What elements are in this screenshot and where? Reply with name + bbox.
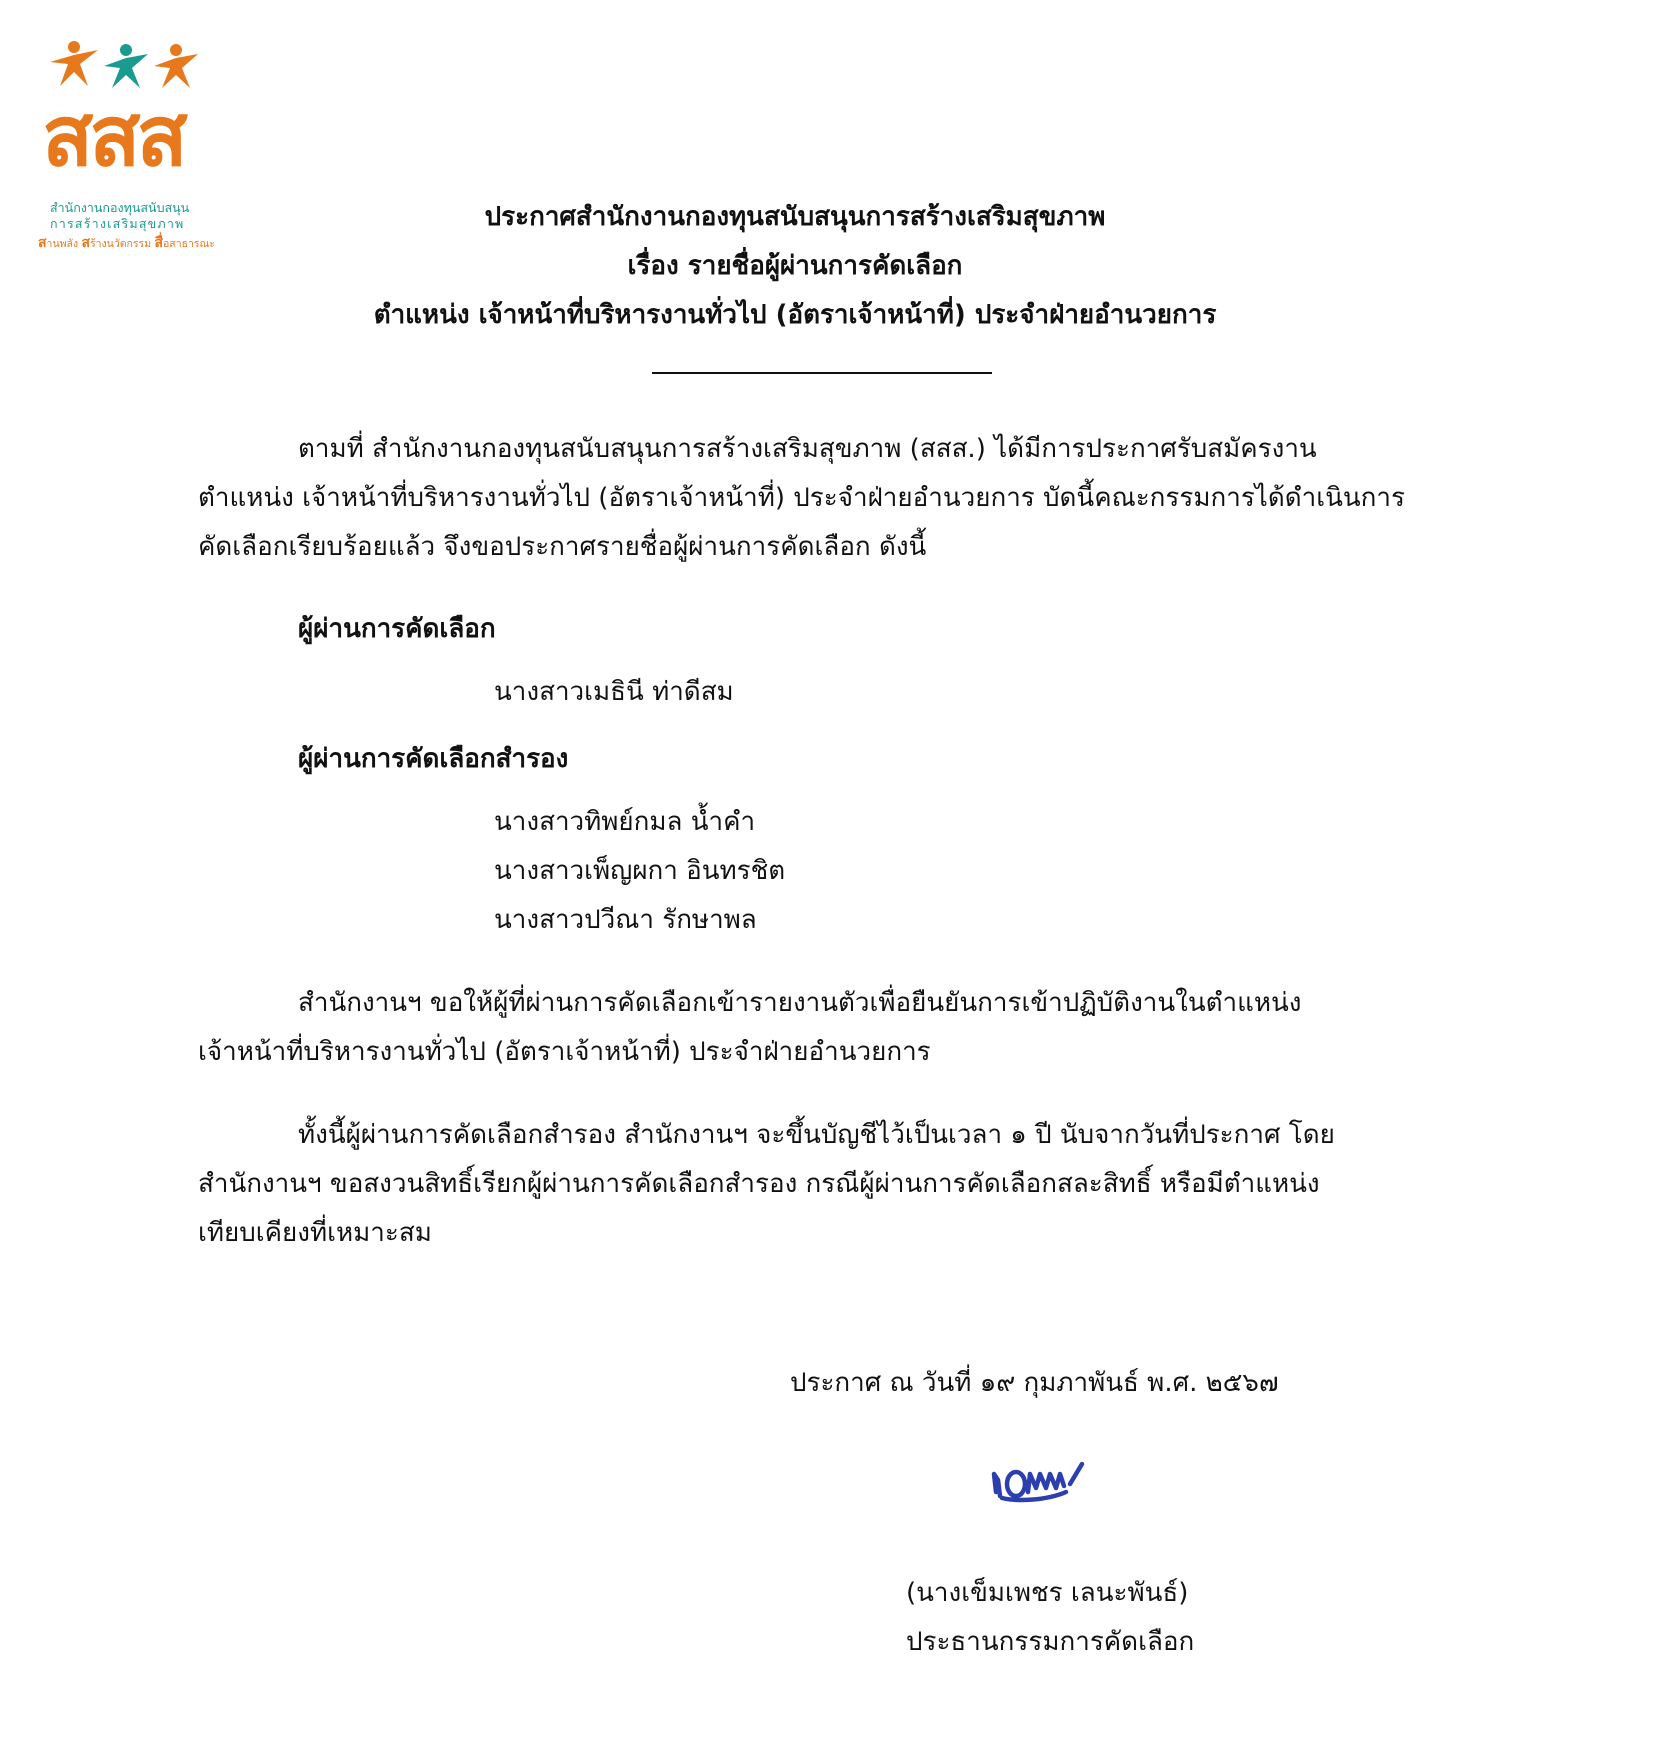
tagline-text-2: ร้างนวัตกรรม	[90, 238, 155, 250]
logo-org-line1: สำนักงานกองทุนสนับสนุน	[50, 200, 190, 215]
reserve-name: นางสาวทิพย์กมล น้ำคำ	[494, 807, 756, 837]
announcement-date: ประกาศ ณ วันที่ ๑๙ กุมภาพันธ์ พ.ศ. ๒๕๖๗	[790, 1368, 1279, 1398]
selected-name: นางสาวเมธินี ท่าดีสม	[494, 677, 734, 707]
tagline-mark-2: ส	[81, 235, 90, 251]
logo-mark: สสส	[42, 87, 184, 185]
para2-line-1: สำนักงานฯ ขอให้ผู้ที่ผ่านการคัดเลือกเข้ารายงานตัวเพื่อยืนยันการเข้าปฏิบัติงานในตำแหน่ง	[298, 988, 1302, 1018]
tagline-text-3: อสาธารณะ	[163, 238, 215, 250]
intro-line-1: ตามที่ สำนักงานกองทุนสนับสนุนการสร้างเสริมสุขภาพ (สสส.) ได้มีการประกาศรับสมัครงาน	[298, 434, 1317, 464]
signer-name: (นางเข็มเพชร เลนะพันธ์)	[906, 1578, 1189, 1608]
reserve-name: นางสาวเพ็ญผกา อินทรชิต	[494, 856, 786, 886]
people-figures-icon	[44, 40, 214, 90]
reserve-name: นางสาวปวีณา รักษาพล	[494, 905, 757, 935]
heading-line-1: ประกาศสำนักงานกองทุนสนับสนุนการสร้างเสริมสุขภาพ	[484, 202, 1106, 232]
para3-line-3: เทียบเคียงที่เหมาะสม	[198, 1218, 432, 1248]
intro-line-3: คัดเลือกเรียบร้อยแล้ว จึงขอประกาศรายชื่อผู้ผ่านการคัดเลือก ดังนี้	[198, 532, 927, 562]
intro-line-2: ตำแหน่ง เจ้าหน้าที่บริหารงานทั่วไป (อัตราเจ้าหน้าที่) ประจำฝ่ายอำนวยการ บัดนี้คณะกรรมการได้ดำเนินการ	[198, 483, 1405, 513]
para3-line-2: สำนักงานฯ ขอสงวนสิทธิ์เรียกผู้ผ่านการคัดเลือกสำรอง กรณีผู้ผ่านการคัดเลือกสละสิทธิ์ หรือมีตำแหน่ง	[198, 1169, 1320, 1199]
selected-title: ผู้ผ่านการคัดเลือก	[298, 614, 496, 644]
signer-position: ประธานกรรมการคัดเลือก	[906, 1627, 1195, 1657]
heading-line-3: ตำแหน่ง เจ้าหน้าที่บริหารงานทั่วไป (อัตราเจ้าหน้าที่) ประจำฝ่ายอำนวยการ	[373, 300, 1217, 330]
tagline-mark-3: สื่	[154, 235, 163, 251]
para2-line-2: เจ้าหน้าที่บริหารงานทั่วไป (อัตราเจ้าหน้าที่) ประจำฝ่ายอำนวยการ	[198, 1037, 931, 1067]
logo-org-line2: การสร้างเสริมสุขภาพ	[50, 216, 185, 231]
reserve-title: ผู้ผ่านการคัดเลือกสำรอง	[298, 744, 569, 774]
para3-line-1: ทั้งนี้ผู้ผ่านการคัดเลือกสำรอง สำนักงานฯ จะขึ้นบัญชีไว้เป็นเวลา ๑ ปี นับจากวันที่ประกาศ โดย	[298, 1120, 1335, 1150]
heading-line-2: เรื่อง รายชื่อผู้ผ่านการคัดเลือก	[627, 251, 963, 281]
signature-icon	[988, 1452, 1098, 1512]
tagline-text-1: านพลัง	[46, 238, 82, 250]
tagline-mark-1: ส	[38, 235, 47, 251]
heading-divider	[652, 372, 992, 374]
